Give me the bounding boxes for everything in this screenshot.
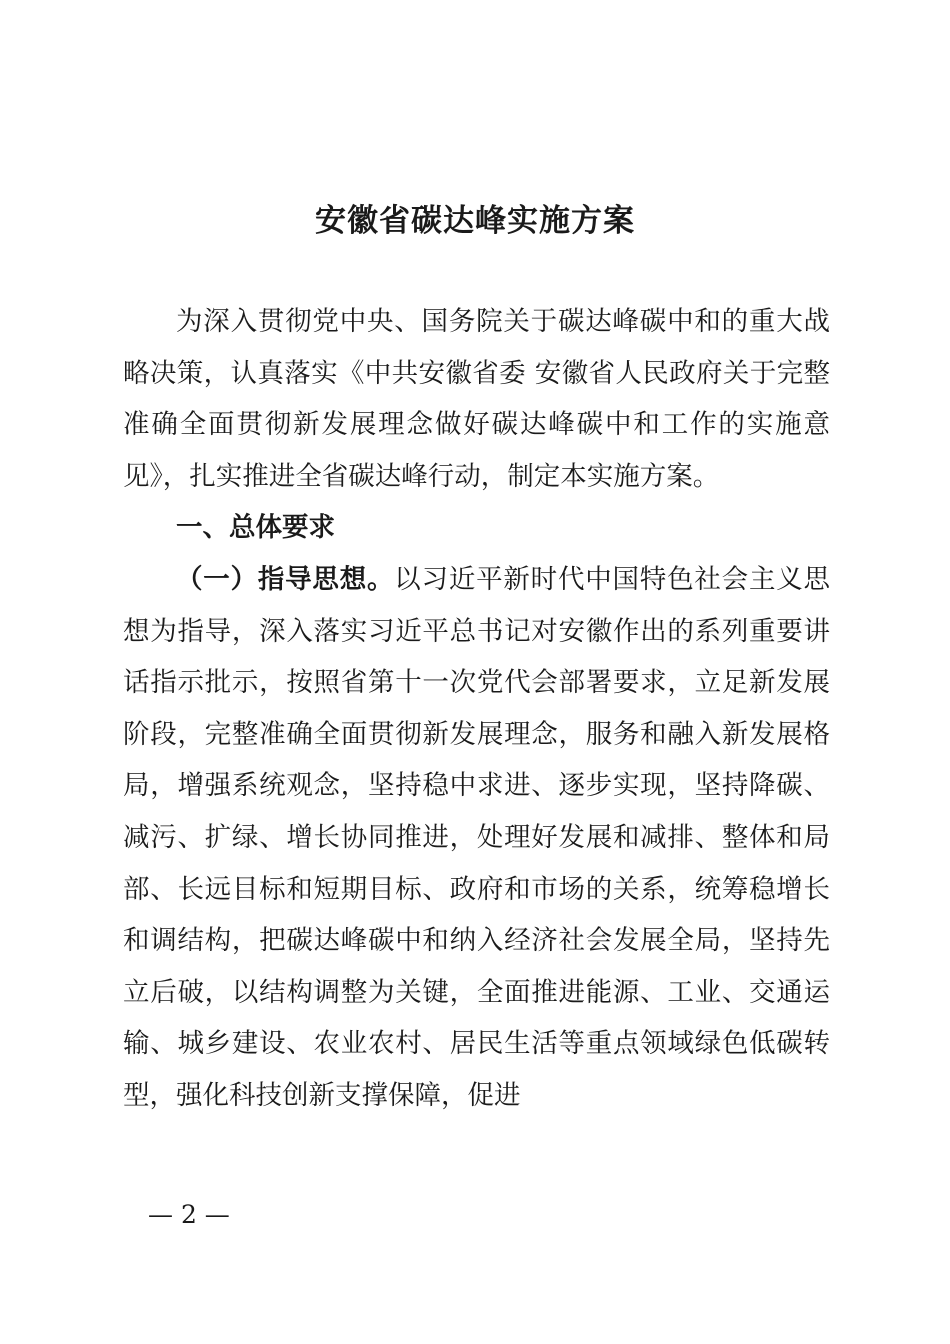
document-title: 安徽省碳达峰实施方案 xyxy=(315,203,635,239)
subsection-label: （一）指导思想。 xyxy=(176,563,395,595)
page-number: — 2 — xyxy=(148,1200,230,1229)
section-heading: 一、总体要求 xyxy=(176,512,335,544)
document-body xyxy=(123,296,830,1122)
subsection-text: 以习近平新时代中国特色社会主义思想为指导，深入落实习近平总书记对安徽作出的系列重要讲话指示批示，按照省第十一次党代会部署要求，立足新发展阶段，完整准确全面贯彻新发展理念，服务和融入新发展格局，增强系统观念，坚持稳中求进、逐步实现，坚持降碳、减污、扩绿、增长协同推进，处理好发展和减排、整体和局部、长远目标和短期目标、政府和市场的关系，统筹稳增长和调结构，把碳达峰碳中和纳入经济社会发展全局，坚持先立后破，以结构调整为关键，全面推进能源、工业、交通运输、城乡建设、农业农村、居民生活等重点领域绿色低碳转型，强化科技创新支撑保障，促进 xyxy=(123,563,831,1111)
intro-paragraph: 为深入贯彻党中央、国务院关于碳达峰碳中和的重大战略决策，认真落实《中共安徽省委 安徽省人民政府关于完整准确全面贯彻新发展理念做好碳达峰碳中和工作的实施意见》，扎实推进全省碳达峰行动，制定本实施方案。 xyxy=(123,306,830,492)
subsection-paragraph xyxy=(123,554,830,1122)
